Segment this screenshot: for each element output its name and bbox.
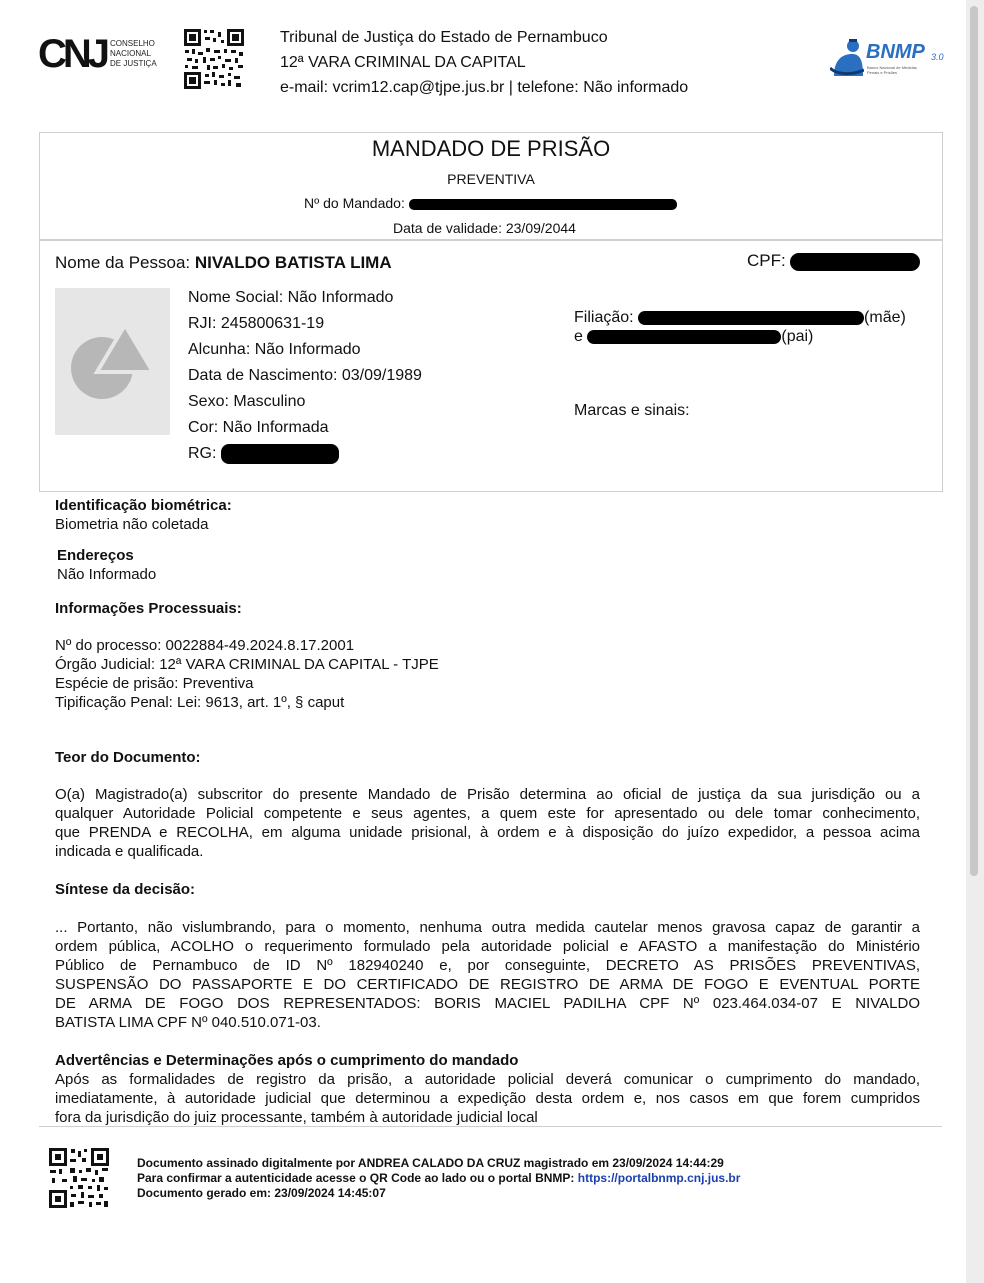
filiacao-label: Filiação:	[574, 309, 634, 326]
advertencias-text	[55, 1070, 920, 1127]
detail-sexo: Sexo: Masculino	[188, 393, 306, 410]
enderecos-title: Endereços	[57, 547, 134, 564]
warrant-number-label: Nº do Mandado:	[304, 195, 405, 211]
cnj-logo	[38, 32, 168, 78]
sintese-line: DE ARMA DE FOGO DOS REPRESENTADOS: BORIS MACIEL PADILHA CPF Nº 023.464.034-07 E NIVALDO	[55, 995, 920, 1012]
detail-nascimento: Data de Nascimento: 03/09/1989	[188, 367, 422, 384]
filiacao-block	[574, 308, 906, 346]
advertencias-title: Advertências e Determinações após o cumprimento do mandado	[55, 1052, 519, 1069]
especie-prisao: Espécie de prisão: Preventiva	[55, 675, 254, 692]
bnmp-logo	[830, 38, 948, 80]
teor-line: indicada e qualificada.	[55, 843, 204, 860]
warrant-number-redaction	[409, 199, 677, 210]
header-qr-code-icon	[183, 28, 245, 90]
person-photo-placeholder	[55, 288, 170, 435]
detail-alcunha: Alcunha: Não Informado	[188, 341, 361, 358]
bnmp-person-icon	[830, 38, 864, 78]
father-name-redaction	[587, 330, 781, 344]
validity-label: Data de validade:	[393, 220, 502, 236]
detail-rg	[188, 441, 422, 467]
warrant-number-row	[304, 194, 677, 212]
biometria-value: Biometria não coletada	[55, 516, 209, 533]
teor-text	[55, 785, 920, 861]
enderecos-section	[57, 546, 156, 584]
person-box	[39, 239, 943, 492]
advertencias-line: Após as formalidades de registro da prisão, a autoridade policial deverá comunicar o cumprimento do mandado,	[55, 1071, 920, 1088]
confirm-text: Para confirmar a autenticidade acesse o QR Code ao lado ou o portal BNMP:	[137, 1171, 578, 1185]
processuais-title: Informações Processuais:	[55, 600, 242, 617]
vara-name: 12ª VARA CRIMINAL DA CAPITAL	[280, 54, 526, 71]
bnmp-version: 3.0	[931, 52, 944, 62]
marcas-label: Marcas e sinais:	[574, 402, 690, 419]
rg-redaction	[221, 444, 339, 464]
cpf-row	[747, 250, 920, 271]
footer-divider	[39, 1126, 942, 1127]
teor-line: qualquer Autoridade Policial competente e seus agentes, a quem este for apresentado ou dele tomar conhecimento,	[55, 805, 920, 822]
sintese-line: ... Portanto, não vislumbrando, para o momento, nenhuma outra medida cautelar menos gravosa capaz de garantir a	[55, 919, 920, 936]
sintese-line: Público de Pernambuco de ID Nº 182940240 e, por conseguinte, DECRETO AS PRISÕES PREVENTIVAS,	[55, 957, 920, 974]
warrant-title: MANDADO DE PRISÃO	[371, 136, 611, 161]
warrant-type: PREVENTIVA	[447, 171, 535, 187]
generated-at: Documento gerado em: 23/09/2024 14:45:07	[137, 1186, 386, 1200]
header-court-block	[280, 25, 688, 100]
cnj-subtitle-line: DE JUSTIÇA	[110, 59, 157, 68]
biometria-section	[55, 496, 232, 534]
filiacao-pai-row	[574, 327, 906, 346]
warrant-validity-row	[393, 219, 576, 237]
placeholder-image-icon	[55, 288, 170, 435]
signed-by: Documento assinado digitalmente por ANDREA CALADO DA CRUZ magistrado em 23/09/2024 14:44:29	[137, 1156, 724, 1170]
person-details	[188, 285, 422, 467]
warrant-title-box	[39, 132, 943, 241]
court-contact: e-mail: vcrim12.cap@tjpe.jus.br | telefone: Não informado	[280, 79, 689, 96]
sintese-title: Síntese da decisão:	[55, 881, 196, 898]
bnmp-logo-text: BNMP	[866, 41, 925, 63]
footer-text	[137, 1156, 740, 1201]
sintese-line: ordem pública, ACOLHO o requerimento formulado pela autoridade policial e AFASTO a manifestação do Ministério	[55, 938, 920, 955]
person-name-label: Nome da Pessoa:	[55, 253, 191, 272]
processo-number: Nº do processo: 0022884-49.2024.8.17.2001	[55, 637, 355, 654]
detail-cor: Cor: Não Informada	[188, 419, 329, 436]
advertencias-line: imediatamente, à autoridade judicial que determinou a expedição desta ordem e, nos casos em que forem cumpridos	[55, 1090, 920, 1107]
confirm-row	[137, 1171, 740, 1186]
portal-bnmp-link[interactable]: https://portalbnmp.cnj.jus.br	[577, 1171, 741, 1185]
enderecos-value: Não Informado	[57, 566, 157, 583]
e-label: e	[574, 328, 583, 345]
father-suffix: (pai)	[781, 328, 814, 345]
cpf-label: CPF:	[747, 251, 786, 270]
court-name: Tribunal de Justiça do Estado de Pernambuco	[280, 29, 608, 46]
teor-line: que PRENDA e RECOLHA, em alguma unidade prisional, à ordem e à disposição do juízo expedidor, a pessoa acima	[55, 824, 920, 841]
sintese-line: BATISTA LIMA CPF Nº 040.510.071-03.	[55, 1014, 321, 1031]
person-name: NIVALDO BATISTA LIMA	[194, 253, 392, 272]
cnj-logo-text: CNJ	[38, 32, 107, 76]
orgao-judicial: Órgão Judicial: 12ª VARA CRIMINAL DA CAPITAL - TJPE	[55, 656, 439, 673]
cpf-redaction	[790, 253, 920, 271]
person-name-row	[55, 252, 392, 273]
filiacao-mae-row	[574, 308, 906, 327]
teor-title: Teor do Documento:	[55, 749, 201, 766]
bnmp-tagline: Banco Nacional de Medidas Penais e Prisões	[867, 65, 917, 75]
teor-line: O(a) Magistrado(a) subscritor do presente Mandado de Prisão determina ao oficial de justiça da sua jurisdição ou a	[55, 786, 920, 803]
biometria-title: Identificação biométrica:	[55, 497, 232, 514]
scrollbar-thumb[interactable]	[970, 6, 978, 876]
advertencias-line: fora da jurisdição do juiz processante, também à autoridade judicial local	[55, 1109, 538, 1126]
mother-suffix: (mãe)	[864, 309, 906, 326]
vertical-scrollbar[interactable]	[966, 0, 984, 1283]
sintese-line: SUSPENSÃO DO PASSAPORTE E DO CERTIFICADO DE REGISTRO DE ARMA DE FOGO E EVENTUAL PORTE	[55, 976, 920, 993]
processuais-lines	[55, 636, 439, 712]
footer-qr-code-icon	[48, 1147, 110, 1209]
detail-rji: RJI: 245800631-19	[188, 315, 325, 332]
tipificacao-penal: Tipificação Penal: Lei: 9613, art. 1º, § caput	[55, 694, 345, 711]
sintese-text	[55, 918, 920, 1032]
cnj-subtitle-line: CONSELHO	[110, 39, 155, 48]
rg-label: RG:	[188, 445, 217, 462]
cnj-subtitle-line: NACIONAL	[110, 49, 151, 58]
validity-date: 23/09/2044	[505, 220, 576, 236]
cnj-subtitle	[110, 39, 157, 69]
detail-nome-social: Nome Social: Não Informado	[188, 289, 394, 306]
mother-name-redaction	[638, 311, 864, 325]
